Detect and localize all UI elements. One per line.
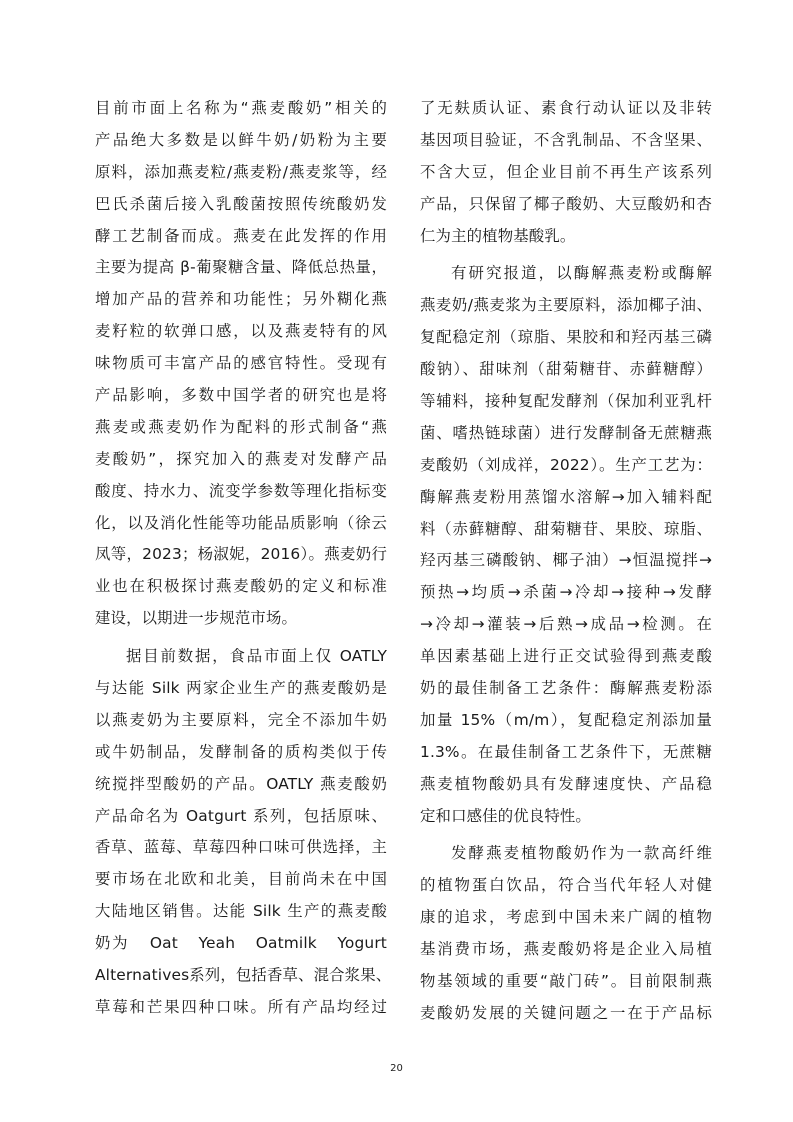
right-column: [420, 93, 712, 1030]
right-paragraph-2-line: →冷却→灌装→后熟→成品→检测。在: [420, 615, 712, 634]
right-paragraph-2-line: 有研究报道，以酶解燕麦粉或酶解: [451, 264, 712, 283]
right-paragraph-3-line: 发酵燕麦植物酸奶作为一款高纤维: [451, 844, 712, 863]
left-paragraph-2-line: 产品命名为 Oatgurt 系列，包括原味、: [95, 806, 387, 825]
right-paragraph-1-line: 了无麸质认证、素食行动认证以及非转: [420, 99, 712, 117]
left-paragraph-1-line: 建设，以期进一步规范市场。: [95, 609, 298, 628]
left-paragraph-2-line: 奶为 Oat Yeah Oatmilk Yogurt: [95, 934, 387, 953]
left-paragraph-1-line: 凤等，2023；杨淑妮，2016）。燕麦奶行: [95, 545, 387, 564]
left-paragraph-1-line: 产品影响，多数中国学者的研究也是将: [95, 386, 387, 405]
right-paragraph-3-line: 的植物蛋白饮品，符合当代年轻人对健: [420, 876, 712, 895]
left-paragraph-2-line: 或牛奶制品，发酵制备的质构类似于传: [95, 742, 387, 761]
left-paragraph-2-line: 据目前数据，食品市面上仅 OATLY: [126, 647, 387, 666]
left-paragraph-2-line: 要市场在北欧和北美，目前尚未在中国: [95, 870, 387, 889]
right-paragraph-2-line: 料（赤藓糖醇、甜菊糖苷、果胶、琼脂、: [420, 519, 712, 538]
left-column: [95, 93, 392, 1024]
left-paragraph-1-line: 麦酸奶”，探究加入的燕麦对发酵产品: [95, 449, 387, 468]
right-paragraph-2-line: 1.3%。在最佳制备工艺条件下，无蔗糖: [420, 742, 712, 761]
right-paragraph-2-line: 加量 15%（m/m），复配稳定剂添加量: [420, 710, 712, 729]
right-paragraph-3-line: 康的追求，考虑到中国未来广阔的植物: [420, 908, 712, 927]
page-number: 20: [390, 1063, 403, 1074]
right-paragraph-3-line: 基消费市场，燕麦酸奶将是企业入局植: [420, 940, 712, 959]
left-paragraph-1-line: 产品绝大多数是以鲜牛奶/奶粉为主要: [95, 130, 387, 149]
right-paragraph-2-line: 定和口感佳的优良特性。: [420, 806, 591, 825]
left-paragraph-2-line: 香草、蓝莓、草莓四种口味可供选择，主: [95, 838, 387, 857]
left-paragraph-1-line: 燕麦或燕麦奶作为配料的形式制备“燕: [95, 417, 387, 436]
left-paragraph-1-line: 增加产品的营养和功能性；另外糊化燕: [95, 290, 387, 309]
left-paragraph-2-line: 草莓和芒果四种口味。所有产品均经过: [95, 997, 387, 1016]
right-paragraph-1-line: 不含大豆，但企业目前不再生产该系列: [420, 162, 712, 181]
left-paragraph-1-line: 麦籽粒的软弹口感，以及燕麦特有的风: [95, 322, 387, 341]
left-paragraph-2-line: 与达能 Silk 两家企业生产的燕麦酸奶是: [95, 679, 387, 698]
right-paragraph-3-line: 物基领域的重要“敲门砖”。目前限制燕: [420, 972, 712, 991]
right-paragraph-2-line: 酸钠）、甜味剂（甜菊糖苷、赤藓糖醇）: [420, 360, 712, 379]
right-paragraph-3-line: 麦酸奶发展的关键问题之一在于产品标: [420, 1003, 712, 1022]
right-paragraph-2-line: 预热→均质→杀菌→冷却→接种→发酵: [420, 583, 712, 602]
left-paragraph-1-line: 主要为提高 β-葡聚糖含量、降低总热量，: [95, 258, 387, 277]
left-paragraph-2-line: 大陆地区销售。达能 Silk 生产的燕麦酸: [95, 902, 387, 921]
left-paragraph-1-line: 味物质可丰富产品的感官特性。受现有: [95, 354, 387, 373]
right-paragraph-1-line: 基因项目验证，不含乳制品、不含坚果、: [420, 130, 712, 149]
left-paragraph-1-line: 原料，添加燕麦粒/燕麦粉/燕麦浆等，经: [95, 162, 387, 181]
right-paragraph-2-line: 燕麦植物酸奶具有发酵速度快、产品稳: [420, 774, 712, 793]
right-paragraph-1-line: 仁为主的植物基酸乳。: [420, 226, 576, 245]
right-paragraph-2-line: 等辅料，接种复配发酵剂（保加利亚乳杆: [420, 392, 712, 411]
left-paragraph-1-line: 目前市面上名称为“燕麦酸奶”相关的: [95, 99, 387, 117]
left-paragraph-1-line: 化，以及消化性能等功能品质影响（徐云: [95, 513, 387, 532]
right-paragraph-2-line: 酶解燕麦粉用蒸馏水溶解→加入辅料配: [420, 487, 712, 506]
left-paragraph-2-line: 以燕麦奶为主要原料，完全不添加牛奶: [95, 710, 387, 729]
right-paragraph-2-line: 羟丙基三磷酸钠、椰子油）→恒温搅拌→: [420, 551, 712, 570]
left-paragraph-2-line: Alternatives系列，包括香草、混合浆果、: [95, 966, 392, 985]
left-paragraph-2-line: 统搅拌型酸奶的产品。OATLY 燕麦酸奶: [95, 774, 387, 793]
left-paragraph-1-line: 巴氏杀菌后接入乳酸菌按照传统酸奶发: [95, 194, 387, 213]
left-paragraph-1-line: 业也在积极探讨燕麦酸奶的定义和标准: [95, 577, 387, 596]
right-paragraph-2-line: 菌、嗜热链球菌）进行发酵制备无蔗糖燕: [420, 423, 712, 442]
right-paragraph-2-line: 燕麦奶/燕麦浆为主要原料，添加椰子油、: [420, 296, 712, 315]
right-paragraph-2-line: 麦酸奶（刘成祥，2022）。生产工艺为：: [420, 455, 712, 474]
left-paragraph-1-line: 酵工艺制备而成。燕麦在此发挥的作用: [95, 226, 387, 245]
right-paragraph-1-line: 产品，只保留了椰子酸奶、大豆酸奶和杏: [420, 194, 712, 213]
right-paragraph-2-line: 奶的最佳制备工艺条件：酶解燕麦粉添: [420, 679, 712, 698]
right-paragraph-2-line: 复配稳定剂（琼脂、果胶和和羟丙基三磷: [420, 328, 712, 347]
left-paragraph-1-line: 酸度、持水力、流变学参数等理化指标变: [95, 481, 387, 500]
right-paragraph-2-line: 单因素基础上进行正交试验得到燕麦酸: [420, 647, 712, 666]
